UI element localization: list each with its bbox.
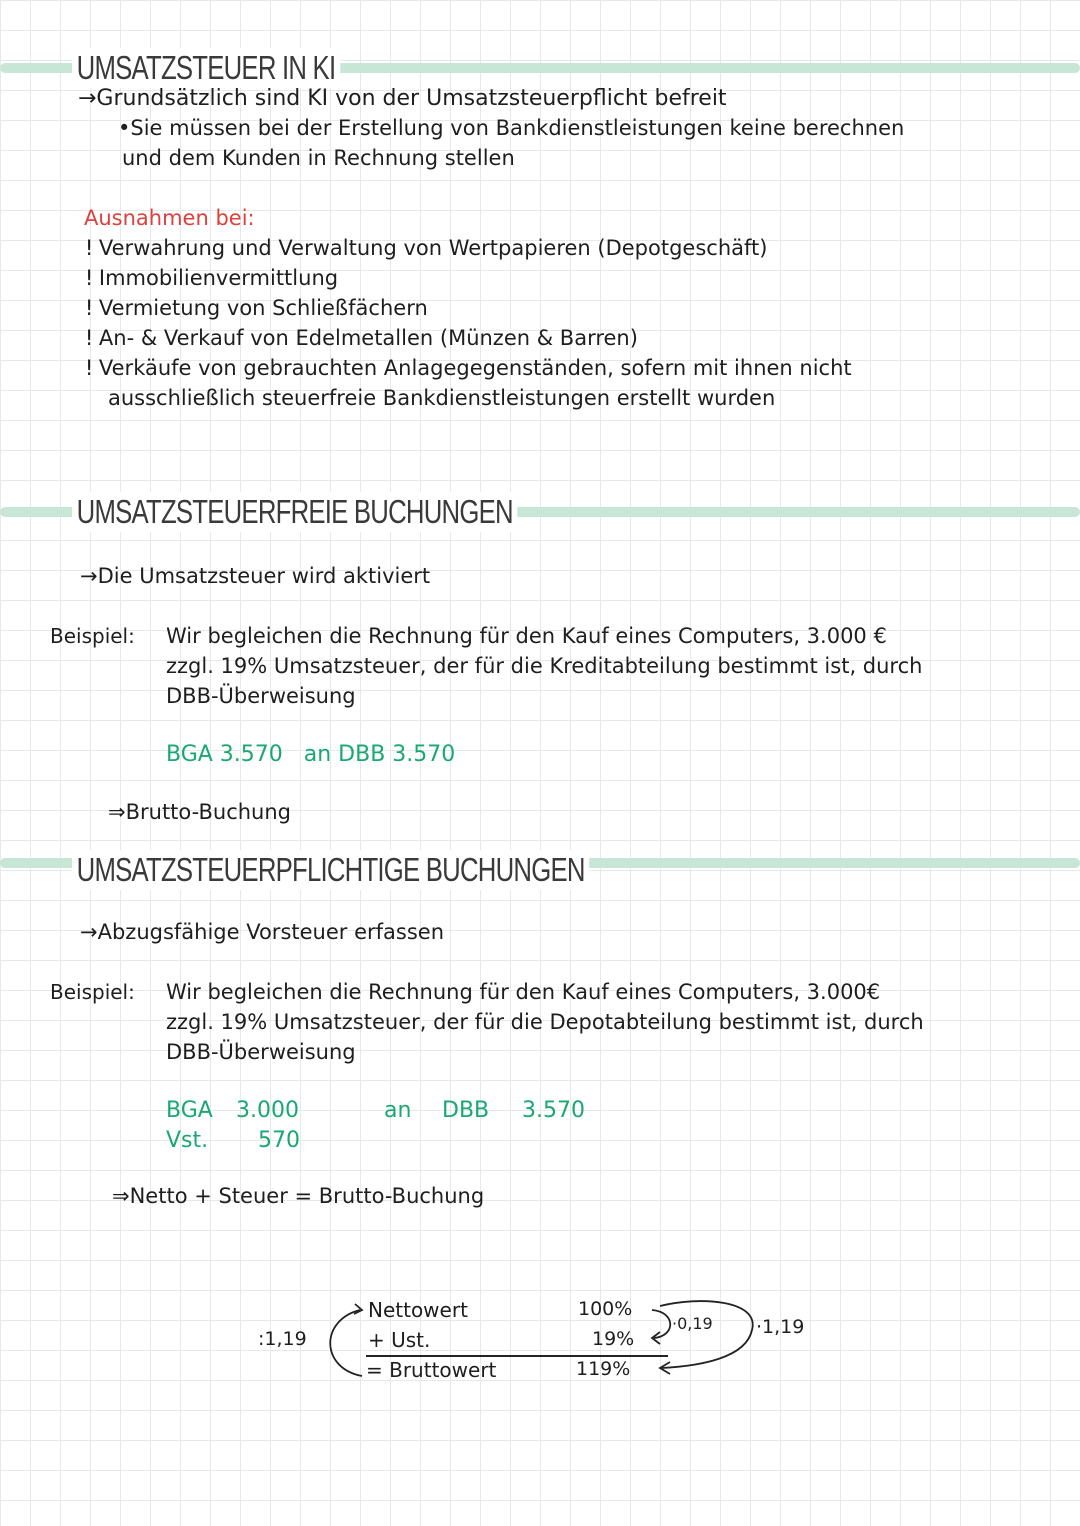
exclamation-icon: ǃ — [86, 356, 93, 380]
example-line: zzgl. 19% Umsatzsteuer, der für die Depotabteilung bestimmt ist, durch — [166, 1010, 924, 1034]
exclamation-icon: ǃ — [86, 236, 93, 260]
section-2-intro: →Die Umsatzsteuer wird aktiviert — [80, 564, 431, 588]
example-line: Wir begleichen die Rechnung für den Kauf eines Computers, 3.000€ — [166, 980, 881, 1004]
small-arc — [652, 1310, 670, 1338]
left-arc — [330, 1310, 362, 1376]
section-1-title: UMSATZSTEUER IN KI — [72, 48, 340, 88]
example-line: zzgl. 19% Umsatzsteuer, der für die Kreditabteilung bestimmt ist, durch — [166, 654, 923, 678]
exception-text: Verwahrung und Verwaltung von Wertpapieren (Depotgeschäft) — [98, 236, 768, 260]
factor-small: ·0,19 — [672, 1314, 713, 1333]
section-3-intro: →Abzugsfähige Vorsteuer erfassen — [80, 920, 445, 944]
exception-text: Vermietung von Schließfächern — [98, 296, 428, 320]
exclamation-icon: ǃ — [86, 296, 93, 320]
exception-text: Immobilienvermittlung — [98, 266, 339, 290]
big-arc — [660, 1301, 753, 1368]
example-label: Beispiel: — [50, 980, 135, 1004]
bullet-line-cont: und dem Kunden in Rechnung stellen — [122, 146, 515, 170]
booking-debit-amount: 570 — [258, 1128, 300, 1153]
booking-credit-amount: 3.570 — [522, 1098, 585, 1123]
factor-big: ·1,19 — [756, 1316, 805, 1338]
booking-an: an — [384, 1098, 412, 1123]
bullet-line: •Sie müssen bei der Erstellung von Bankdienstleistungen keine berechnen — [118, 116, 905, 140]
booking-credit-account: DBB — [442, 1098, 490, 1123]
booking-debit-account: Vst. — [166, 1128, 209, 1153]
section-2-result: ⇒Brutto-Buchung — [108, 800, 292, 824]
diagram-row: Nettowert — [368, 1298, 468, 1322]
section-2-title: UMSATZSTEUERFREIE BUCHUNGEN — [72, 492, 517, 532]
example-line: DBB-Überweisung — [166, 684, 356, 708]
booking-record: BGA 3.570 an DBB 3.570 — [166, 742, 456, 767]
section-3-title: UMSATZSTEUERPFLICHTIGE BUCHUNGEN — [72, 850, 589, 890]
exception-item-cont: ausschließlich steuerfreie Bankdienstleistungen erstellt wurden — [108, 386, 776, 410]
example-label: Beispiel: — [50, 624, 135, 648]
exception-text: An- & Verkauf von Edelmetallen (Münzen & Barren) — [98, 326, 638, 350]
exclamation-icon: ǃ — [86, 266, 93, 290]
percent-value: 19% — [592, 1328, 635, 1350]
divisor-label: :1,19 — [258, 1328, 307, 1350]
booking-debit-amount: 3.000 — [236, 1098, 299, 1123]
diagram-row: = Bruttowert — [366, 1358, 497, 1382]
exceptions-label: Ausnahmen bei: — [84, 206, 255, 230]
diagram-row: + Ust. — [368, 1328, 431, 1352]
booking-debit-account: BGA — [166, 1098, 213, 1123]
example-line: Wir begleichen die Rechnung für den Kauf eines Computers, 3.000 € — [166, 624, 887, 648]
exclamation-icon: ǃ — [86, 326, 93, 350]
exception-text: Verkäufe von gebrauchten Anlagegegenständen, sofern mit ihnen nicht — [98, 356, 852, 380]
section-3-result: ⇒Netto + Steuer = Brutto-Buchung — [112, 1184, 485, 1208]
percent-value: 100% — [578, 1298, 633, 1320]
percent-value: 119% — [576, 1358, 631, 1380]
intro-line: →Grundsätzlich sind KI von der Umsatzsteuerpflicht befreit — [78, 86, 727, 111]
example-line: DBB-Überweisung — [166, 1040, 356, 1064]
